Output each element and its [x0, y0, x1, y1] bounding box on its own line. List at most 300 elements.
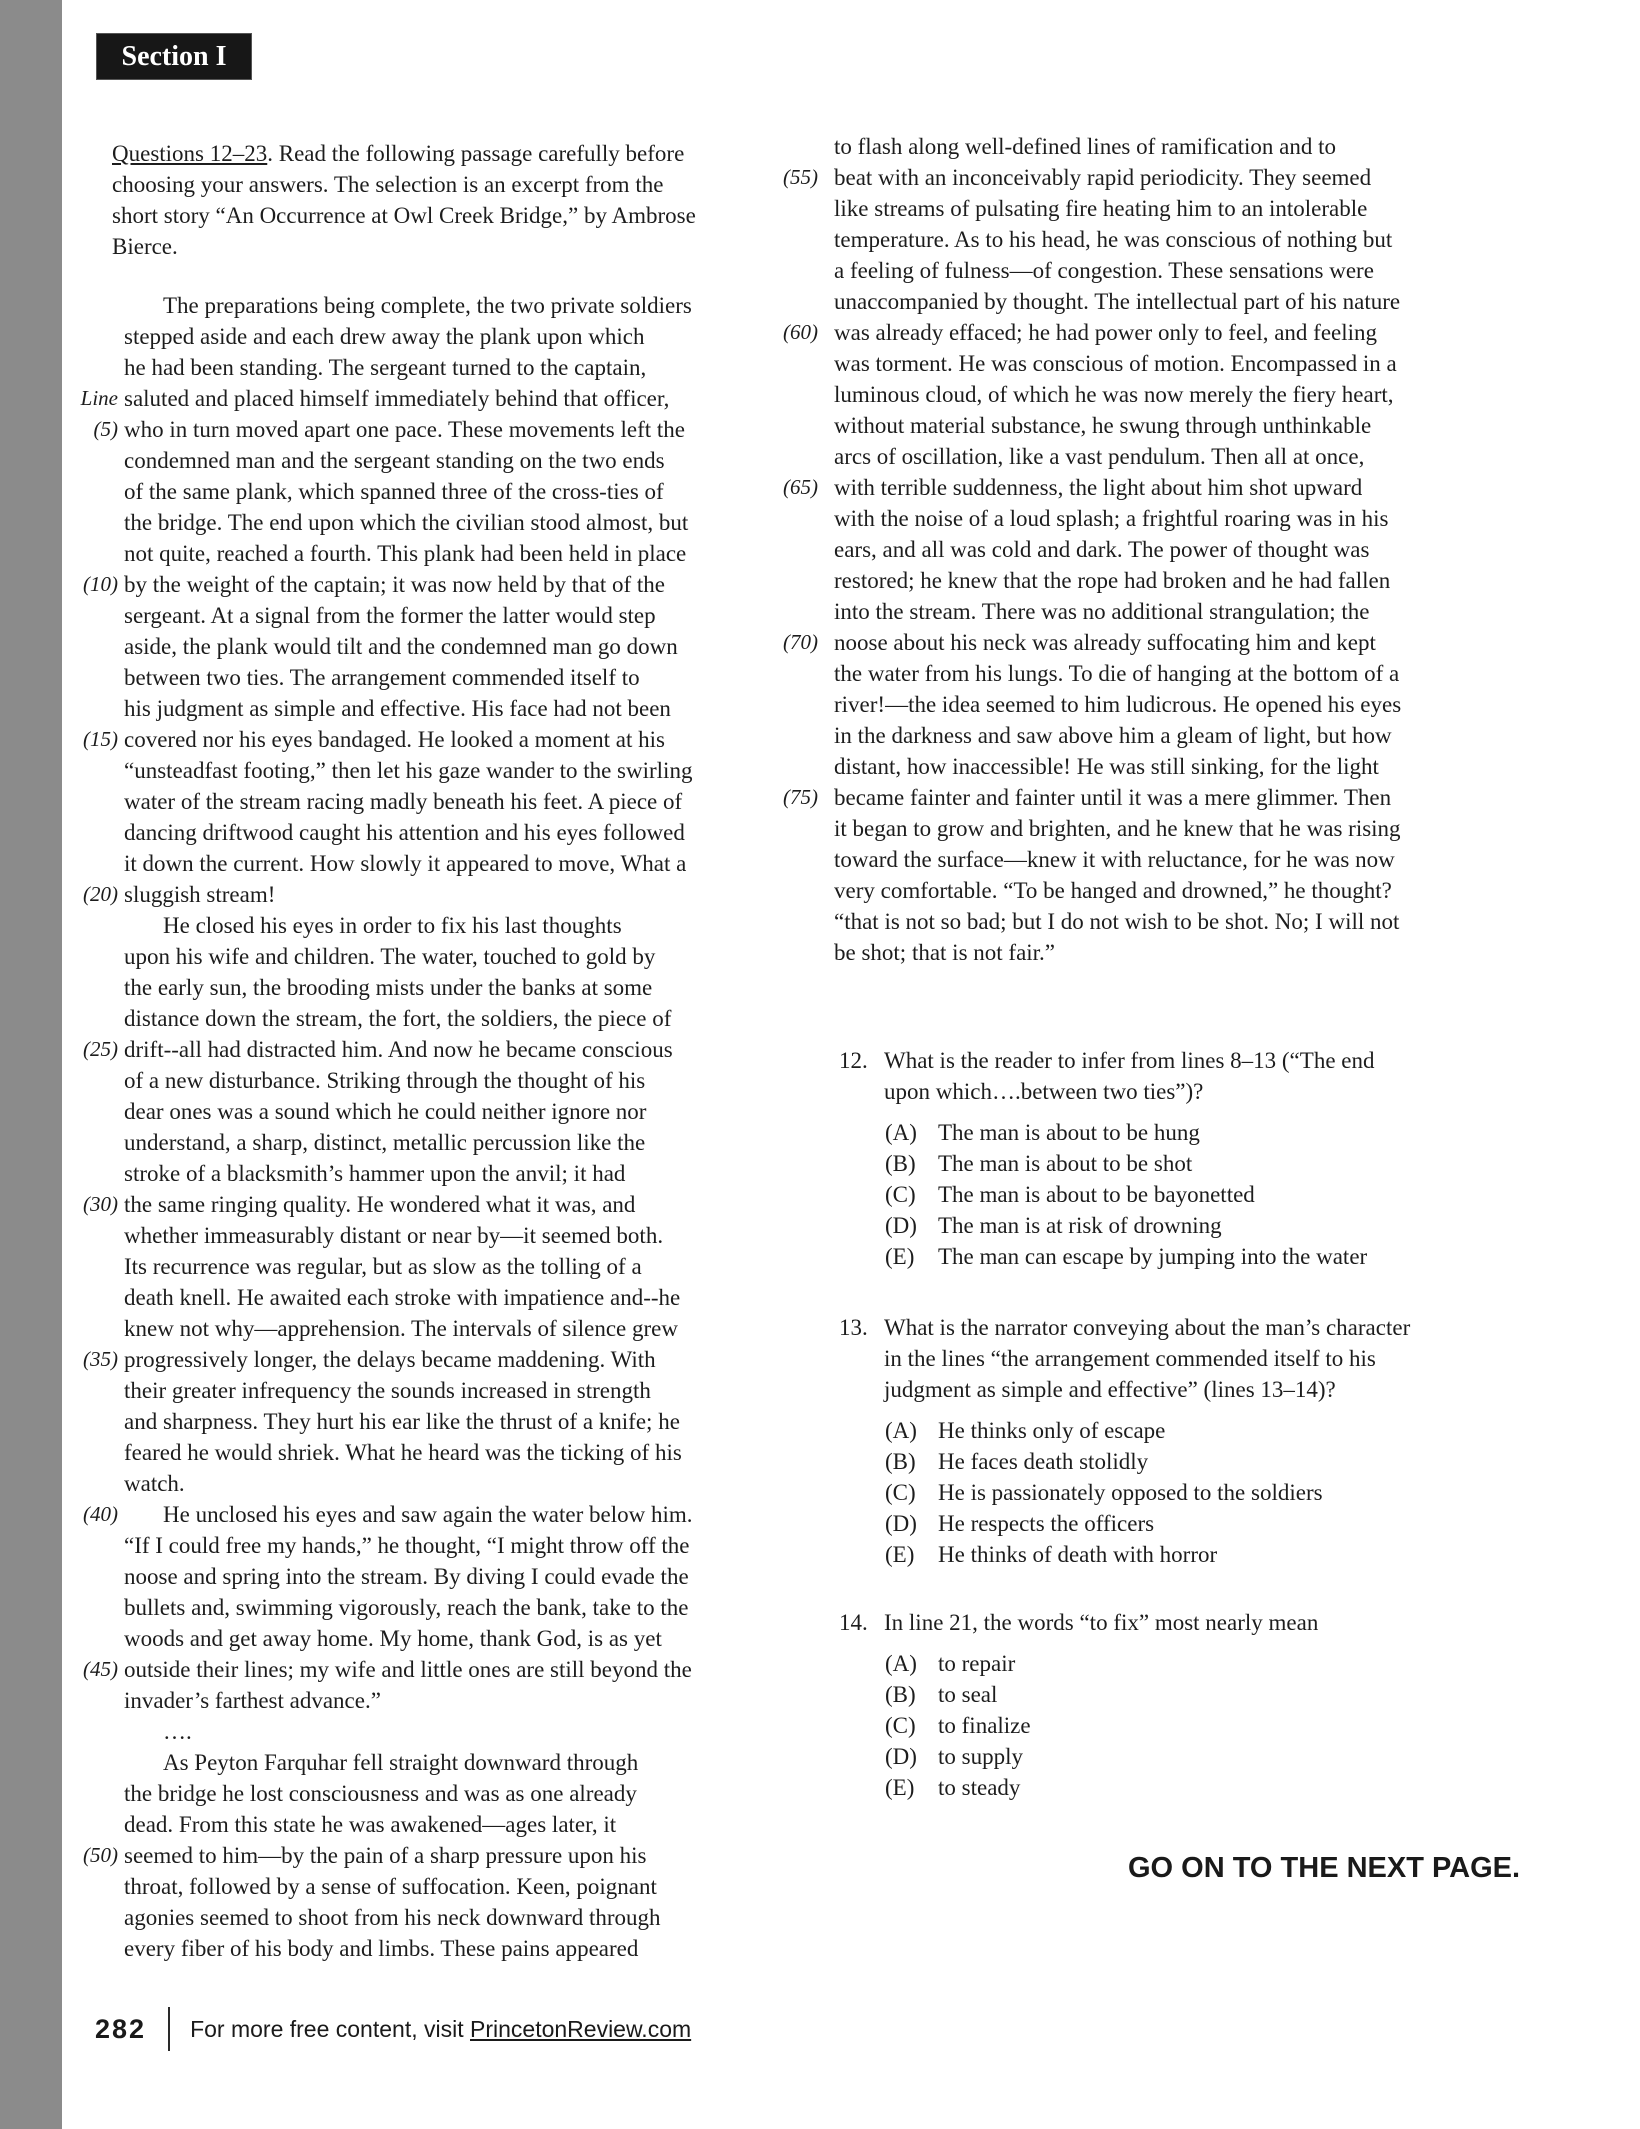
line-number-marker — [746, 379, 818, 410]
passage-line-text: As Peyton Farquhar fell straight downward through — [163, 1750, 639, 1775]
line-number-marker — [46, 1685, 118, 1716]
answer-choice — [885, 1210, 1374, 1241]
passage-line-text: without material substance, he swung through unthinkable — [834, 413, 1372, 438]
choice-text: He faces death stolidly — [938, 1449, 1149, 1474]
line-number-marker — [46, 848, 118, 879]
line-number-marker — [46, 321, 118, 352]
passage-line — [46, 662, 692, 693]
passage-line — [46, 1375, 692, 1406]
passage-line — [46, 1034, 692, 1065]
passage-line-text: drift--all had distracted him. And now he became conscious — [124, 1037, 673, 1062]
passage-line-text: unaccompanied by thought. The intellectual part of his nature — [834, 289, 1401, 314]
passage-line — [46, 972, 692, 1003]
passage-line-text: the bridge. The end upon which the civilian stood almost, but — [124, 510, 689, 535]
line-number-marker: (45) — [83, 1657, 118, 1681]
passage-line — [46, 1003, 692, 1034]
answer-choice — [885, 1117, 1374, 1148]
choice-letter: (D) — [885, 1213, 917, 1238]
passage-line — [46, 321, 692, 352]
line-number-marker — [746, 193, 818, 224]
passage-line — [46, 693, 692, 724]
passage-line-text: invader’s farthest advance.” — [124, 1688, 381, 1713]
question-stem-line: What is the reader to infer from lines 8–13 (“The end — [884, 1048, 1375, 1073]
question-stem-row — [839, 1045, 1374, 1107]
line-number-marker: (35) — [83, 1347, 118, 1371]
passage-line-text: their greater infrequency the sounds increased in strength — [124, 1378, 651, 1403]
line-number-marker — [46, 972, 118, 1003]
line-number-marker — [46, 910, 118, 941]
answer-choice — [885, 1415, 1410, 1446]
line-number-marker — [46, 1592, 118, 1623]
passage-line-text: was torment. He was conscious of motion. Encompassed in a — [834, 351, 1397, 376]
passage-line — [46, 1468, 692, 1499]
choice-letter: (A) — [885, 1418, 917, 1443]
passage-line-text: …. — [163, 1719, 192, 1744]
passage-line-text: arcs of oscillation, like a vast pendulum. Then all at once, — [834, 444, 1365, 469]
line-number-marker — [46, 1809, 118, 1840]
passage-line-text: of a new disturbance. Striking through the thought of his — [124, 1068, 646, 1093]
line-number-marker: (20) — [83, 882, 118, 906]
choice-text: The man is about to be bayonetted — [938, 1182, 1255, 1207]
footer-divider — [168, 2007, 170, 2051]
line-number-marker — [46, 1282, 118, 1313]
passage-line-text: to flash along well-defined lines of ramification and to — [834, 134, 1337, 159]
line-number-marker: (40) — [83, 1502, 118, 1526]
passage-line — [46, 910, 692, 941]
footer-text — [190, 2016, 691, 2043]
passage-line — [46, 1933, 692, 1964]
passage-line-text: distance down the stream, the fort, the soldiers, the piece of — [124, 1006, 672, 1031]
line-number-marker — [46, 1406, 118, 1437]
passage-line-text: not quite, reached a fourth. This plank had been held in place — [124, 541, 687, 566]
instructions-line: choosing your answers. The selection is an excerpt from the — [112, 172, 664, 197]
answer-choice — [885, 1148, 1374, 1179]
page-footer — [95, 2005, 691, 2053]
passage-line — [46, 445, 692, 476]
choice-letter: (C) — [885, 1713, 916, 1738]
line-number-marker — [46, 352, 118, 383]
line-number-marker — [46, 1747, 118, 1778]
line-number-marker — [46, 1158, 118, 1189]
answer-choice — [885, 1741, 1318, 1772]
line-number-marker — [746, 224, 818, 255]
passage-line-text: aside, the plank would tilt and the condemned man go down — [124, 634, 678, 659]
passage-line — [46, 848, 692, 879]
line-number-marker — [46, 1778, 118, 1809]
line-number-marker — [46, 1313, 118, 1344]
line-number-marker — [46, 786, 118, 817]
passage-line-text: a feeling of fulness—of congestion. These sensations were — [834, 258, 1374, 283]
passage-line — [46, 1530, 692, 1561]
line-number-marker — [746, 565, 818, 596]
passage-line — [46, 1406, 692, 1437]
passage-line-text: The preparations being complete, the two private soldiers — [163, 293, 692, 318]
choice-text: He respects the officers — [938, 1511, 1155, 1536]
line-number-marker — [46, 1530, 118, 1561]
line-number-marker — [46, 538, 118, 569]
passage-line-text: progressively longer, the delays became maddening. With — [124, 1347, 656, 1372]
passage-line-text: “unsteadfast footing,” then let his gaze wander to the swirling — [124, 758, 693, 783]
line-number-marker: (65) — [783, 475, 818, 499]
line-number-marker: (30) — [83, 1192, 118, 1216]
choice-letter: (B) — [885, 1682, 916, 1707]
passage-line — [46, 1282, 692, 1313]
passage-line — [46, 1809, 692, 1840]
passage-line — [46, 879, 692, 910]
question-stem — [884, 1607, 1318, 1638]
passage-line-text: sergeant. At a signal from the former the latter would step — [124, 603, 656, 628]
passage-line-text: watch. — [124, 1471, 185, 1496]
answer-choice — [885, 1241, 1374, 1272]
passage-line-text: condemned man and the sergeant standing on the two ends — [124, 448, 665, 473]
passage-line-text: ears, and all was cold and dark. The power of thought was — [834, 537, 1370, 562]
line-number-marker — [46, 600, 118, 631]
choice-letter: (D) — [885, 1744, 917, 1769]
passage-line-text: the same ringing quality. He wondered what it was, and — [124, 1192, 636, 1217]
passage-line-text: sluggish stream! — [124, 882, 276, 907]
passage-line — [46, 1685, 692, 1716]
passage-line — [46, 476, 692, 507]
passage-line-text: was already effaced; he had power only to feel, and feeling — [834, 320, 1378, 345]
passage-line — [46, 1437, 692, 1468]
passage-line — [46, 1561, 692, 1592]
passage-line-text: noose about his neck was already suffocating him and kept — [834, 630, 1376, 655]
passage-line-text: outside their lines; my wife and little ones are still beyond the — [124, 1657, 692, 1682]
passage-line-text: very comfortable. “To be hanged and drowned,” he thought? — [834, 878, 1392, 903]
instructions-line: short story “An Occurrence at Owl Creek Bridge,” by Ambrose — [112, 203, 696, 228]
instructions-line: Bierce. — [112, 234, 178, 259]
passage-line-text: he had been standing. The sergeant turned to the captain, — [124, 355, 647, 380]
passage-line-text: and sharpness. They hurt his ear like the thrust of a knife; he — [124, 1409, 680, 1434]
passage-line-text: He closed his eyes in order to fix his last thoughts — [163, 913, 622, 938]
section-header-box — [97, 34, 251, 79]
question-block — [839, 1607, 1318, 1803]
passage-line — [46, 1499, 692, 1530]
choice-text: to steady — [938, 1775, 1021, 1800]
page-number: 282 — [95, 2013, 147, 2044]
line-number-marker — [46, 1933, 118, 1964]
passage-line-text: the bridge he lost consciousness and was as one already — [124, 1781, 637, 1806]
passage-line-text: toward the surface—knew it with reluctance, for he was now — [834, 847, 1395, 872]
passage-line-text: river!—the idea seemed to him ludicrous. He opened his eyes — [834, 692, 1402, 717]
passage-line — [46, 1065, 692, 1096]
passage-line-text: water of the stream racing madly beneath his feet. A piece of — [124, 789, 683, 814]
choice-letter: (B) — [885, 1151, 916, 1176]
line-number-marker — [746, 813, 818, 844]
passage-line-text: understand, a sharp, distinct, metallic percussion like the — [124, 1130, 646, 1155]
line-number-marker — [46, 1003, 118, 1034]
choice-text: to finalize — [938, 1713, 1031, 1738]
passage-line-text: be shot; that is not fair.” — [834, 940, 1056, 965]
passage-line-text: temperature. As to his head, he was conscious of nothing but — [834, 227, 1393, 252]
line-number-marker — [46, 1902, 118, 1933]
passage-line-text: covered nor his eyes bandaged. He looked a moment at his — [124, 727, 665, 752]
passage-line-text: in the darkness and saw above him a gleam of light, but how — [834, 723, 1392, 748]
passage-line — [46, 1747, 692, 1778]
passage-line-text: whether immeasurably distant or near by—it seemed both. — [124, 1223, 664, 1248]
line-number-marker — [746, 534, 818, 565]
choice-letter: (D) — [885, 1511, 917, 1536]
passage-line-text: it began to grow and brighten, and he knew that he was rising — [834, 816, 1401, 841]
line-number-marker: (10) — [83, 572, 118, 596]
choice-letter: (E) — [885, 1542, 915, 1567]
line-number-marker — [46, 507, 118, 538]
passage-line — [46, 1251, 692, 1282]
passage-line — [46, 1871, 692, 1902]
line-number-marker — [46, 755, 118, 786]
line-number-marker — [746, 689, 818, 720]
line-number-marker: (75) — [783, 785, 818, 809]
question-number: 12. — [839, 1048, 868, 1073]
passage-line-text: it down the current. How slowly it appeared to move, What a — [124, 851, 687, 876]
line-number-marker — [46, 1065, 118, 1096]
instructions-text: . Read the following passage carefully before — [267, 141, 685, 166]
passage-line — [46, 1592, 692, 1623]
question-stem-line: in the lines “the arrangement commended itself to his — [884, 1346, 1376, 1371]
line-number-marker — [46, 1437, 118, 1468]
line-number-marker: (60) — [783, 320, 818, 344]
passage-line-text: his judgment as simple and effective. His face had not been — [124, 696, 671, 721]
line-number-marker — [46, 1375, 118, 1406]
line-number-marker: (5) — [93, 417, 118, 441]
line-number-marker — [46, 1871, 118, 1902]
answer-choice — [885, 1648, 1318, 1679]
answer-choice — [885, 1679, 1318, 1710]
passage-line-text: knew not why—apprehension. The intervals of silence grew — [124, 1316, 678, 1341]
passage-line — [46, 1902, 692, 1933]
choice-text: to repair — [938, 1651, 1016, 1676]
passage-line — [46, 600, 692, 631]
choice-text: The man is about to be hung — [938, 1120, 1200, 1145]
passage-line-text: bullets and, swimming vigorously, reach the bank, take to the — [124, 1595, 689, 1620]
line-number-marker — [46, 476, 118, 507]
passage-line — [46, 817, 692, 848]
passage-line-text: Its recurrence was regular, but as slow as the tolling of a — [124, 1254, 642, 1279]
choice-text: to supply — [938, 1744, 1023, 1769]
passage-line-text: became fainter and fainter until it was a mere glimmer. Then — [834, 785, 1392, 810]
passage-line-text: by the weight of the captain; it was now held by that of the — [124, 572, 666, 597]
choice-letter: (A) — [885, 1651, 917, 1676]
passage-line — [46, 507, 692, 538]
passage-line — [46, 631, 692, 662]
passage-line-text: saluted and placed himself immediately behind that officer, — [124, 386, 670, 411]
instructions-line — [112, 138, 696, 169]
choice-text: He thinks of death with horror — [938, 1542, 1218, 1567]
choice-text: The man is at risk of drowning — [938, 1213, 1222, 1238]
choice-letter: (B) — [885, 1449, 916, 1474]
passage-line-text: who in turn moved apart one pace. These movements left the — [124, 417, 685, 442]
passage-line-text: with terrible suddenness, the light about him shot upward — [834, 475, 1363, 500]
line-number-marker — [46, 693, 118, 724]
line-number-marker — [46, 1251, 118, 1282]
passage-line — [46, 1220, 692, 1251]
line-number-marker: (70) — [783, 630, 818, 654]
line-number-marker — [746, 441, 818, 472]
line-number-marker: (50) — [83, 1843, 118, 1867]
line-number-marker — [746, 286, 818, 317]
line-number-marker — [746, 410, 818, 441]
passage-line-text: seemed to him—by the pain of a sharp pressure upon his — [124, 1843, 647, 1868]
line-number-marker — [46, 1127, 118, 1158]
choice-text: He is passionately opposed to the soldiers — [938, 1480, 1323, 1505]
passage-line — [46, 569, 692, 600]
answer-choices — [885, 1648, 1318, 1803]
line-number-marker — [746, 348, 818, 379]
passage-line — [46, 1778, 692, 1809]
passage-line — [46, 1158, 692, 1189]
question-stem — [884, 1312, 1410, 1405]
answer-choice — [885, 1179, 1374, 1210]
line-number-marker: (55) — [783, 165, 818, 189]
passage-line — [46, 1623, 692, 1654]
line-number-marker — [46, 631, 118, 662]
line-number-marker — [746, 751, 818, 782]
passage-line-text: like streams of pulsating fire heating him to an intolerable — [834, 196, 1368, 221]
line-number-marker — [746, 720, 818, 751]
passage-line-text: agonies seemed to shoot from his neck downward through — [124, 1905, 661, 1930]
line-number-marker — [46, 1716, 118, 1747]
passage-line-text: restored; he knew that the rope had broken and he had fallen — [834, 568, 1391, 593]
answer-choices — [885, 1117, 1374, 1272]
go-on-instruction: GO ON TO THE NEXT PAGE. — [1128, 1852, 1521, 1884]
passage-line — [46, 538, 692, 569]
passage-line — [46, 755, 692, 786]
line-number-marker — [746, 875, 818, 906]
passage-line-text: into the stream. There was no additional strangulation; the — [834, 599, 1370, 624]
passage-left-column — [46, 290, 692, 1964]
choice-letter: (C) — [885, 1182, 916, 1207]
question-stem-line: judgment as simple and effective” (lines 13–14)? — [884, 1377, 1336, 1402]
passage-line-text: dancing driftwood caught his attention and his eyes followed — [124, 820, 685, 845]
answer-choice — [885, 1477, 1410, 1508]
passage-line-text: every fiber of his body and limbs. These pains appeared — [124, 1936, 639, 1961]
line-number-marker — [746, 255, 818, 286]
line-number-marker — [746, 503, 818, 534]
line-number-marker — [46, 1096, 118, 1127]
line-number-marker — [46, 1220, 118, 1251]
passage-line — [46, 1716, 692, 1747]
passage-line — [46, 941, 692, 972]
passage-line — [46, 1127, 692, 1158]
answer-choice — [885, 1539, 1410, 1570]
footer-text-prefix: For more free content, visit — [190, 2015, 470, 2042]
passage-line-text: noose and spring into the stream. By diving I could evade the — [124, 1564, 689, 1589]
answer-choice — [885, 1446, 1410, 1477]
passage-line — [46, 352, 692, 383]
passage-line-text: with the noise of a loud splash; a frightful roaring was in his — [834, 506, 1389, 531]
questions-section — [839, 0, 1559, 2129]
questions-range-label: Questions 12–23 — [112, 141, 268, 166]
passage-line-text: throat, followed by a sense of suffocation. Keen, poignant — [124, 1874, 657, 1899]
choice-letter: (C) — [885, 1480, 916, 1505]
answer-choice — [885, 1710, 1318, 1741]
passage-line-text: the early sun, the brooding mists under the banks at some — [124, 975, 653, 1000]
question-block — [839, 1312, 1410, 1570]
passage-line — [46, 1096, 692, 1127]
passage-line-text: distant, how inaccessible! He was still sinking, for the light — [834, 754, 1379, 779]
passage-line-text: luminous cloud, of which he was now merely the fiery heart, — [834, 382, 1394, 407]
question-stem-line: upon which….between two ties”)? — [884, 1079, 1204, 1104]
question-stem — [884, 1045, 1374, 1107]
line-number-marker — [46, 1468, 118, 1499]
line-number-marker — [746, 937, 818, 968]
answer-choice — [885, 1772, 1318, 1803]
answer-choices — [885, 1415, 1410, 1570]
line-number-marker — [46, 662, 118, 693]
line-number-marker — [46, 941, 118, 972]
passage-line — [46, 1313, 692, 1344]
line-number-marker — [746, 131, 818, 162]
passage-line — [46, 1840, 692, 1871]
passage-line-text: dead. From this state he was awakened—ages later, it — [124, 1812, 617, 1837]
passage-line-text: stroke of a blacksmith’s hammer upon the anvil; it had — [124, 1161, 626, 1186]
passage-line — [46, 724, 692, 755]
passage-line-text: feared he would shriek. What he heard was the ticking of his — [124, 1440, 682, 1465]
passage-line — [46, 383, 692, 414]
choice-text: He thinks only of escape — [938, 1418, 1166, 1443]
section-label: Section I — [121, 40, 227, 72]
question-stem-row — [839, 1312, 1410, 1405]
passage-line-text: woods and get away home. My home, thank God, is as yet — [124, 1626, 662, 1651]
choice-text: to seal — [938, 1682, 998, 1707]
passage-line-text: beat with an inconceivably rapid periodicity. They seemed — [834, 165, 1372, 190]
line-number-marker — [746, 844, 818, 875]
passage-line-text: the water from his lungs. To die of hanging at the bottom of a — [834, 661, 1400, 686]
passage-line — [46, 786, 692, 817]
line-number-marker — [746, 658, 818, 689]
passage-line-text: of the same plank, which spanned three of the cross-ties of — [124, 479, 664, 504]
question-stem-line: In line 21, the words “to fix” most nearly mean — [884, 1610, 1319, 1635]
passage-line-text: dear ones was a sound which he could neither ignore nor — [124, 1099, 647, 1124]
choice-text: The man is about to be shot — [938, 1151, 1193, 1176]
choice-letter: (E) — [885, 1775, 915, 1800]
passage-line-text: He unclosed his eyes and saw again the water below him. — [163, 1502, 693, 1527]
choice-text: The man can escape by jumping into the water — [938, 1244, 1368, 1269]
line-number-marker: (25) — [83, 1037, 118, 1061]
question-number: 14. — [839, 1610, 868, 1635]
question-stem-row — [839, 1607, 1318, 1638]
passage-line-text: “that is not so bad; but I do not wish to be shot. No; I will not — [834, 909, 1400, 934]
passage-line — [46, 1189, 692, 1220]
answer-choice — [885, 1508, 1410, 1539]
passage-instructions — [112, 138, 696, 262]
question-stem-line: What is the narrator conveying about the man’s character — [884, 1315, 1411, 1340]
passage-line — [46, 290, 692, 321]
line-number-marker — [46, 445, 118, 476]
passage-line — [46, 1344, 692, 1375]
passage-line — [46, 1654, 692, 1685]
choice-letter: (E) — [885, 1244, 915, 1269]
question-number: 13. — [839, 1315, 868, 1340]
passage-line — [46, 414, 692, 445]
passage-line-text: between two ties. The arrangement commended itself to — [124, 665, 640, 690]
question-block — [839, 1045, 1374, 1272]
passage-line-text: stepped aside and each drew away the plank upon which — [124, 324, 645, 349]
princeton-review-link[interactable]: PrincetonReview.com — [470, 2015, 692, 2042]
passage-line-text: “If I could free my hands,” he thought, “I might throw off the — [124, 1533, 690, 1558]
line-number-marker — [46, 290, 118, 321]
line-number-marker — [46, 1623, 118, 1654]
passage-line-text: death knell. He awaited each stroke with impatience and--he — [124, 1285, 681, 1310]
line-number-marker: Line — [80, 386, 118, 410]
line-number-marker: (15) — [83, 727, 118, 751]
passage-line-text: upon his wife and children. The water, touched to gold by — [124, 944, 656, 969]
choice-letter: (A) — [885, 1120, 917, 1145]
line-number-marker — [746, 596, 818, 627]
line-number-marker — [746, 906, 818, 937]
line-number-marker — [46, 1561, 118, 1592]
line-number-marker — [46, 817, 118, 848]
